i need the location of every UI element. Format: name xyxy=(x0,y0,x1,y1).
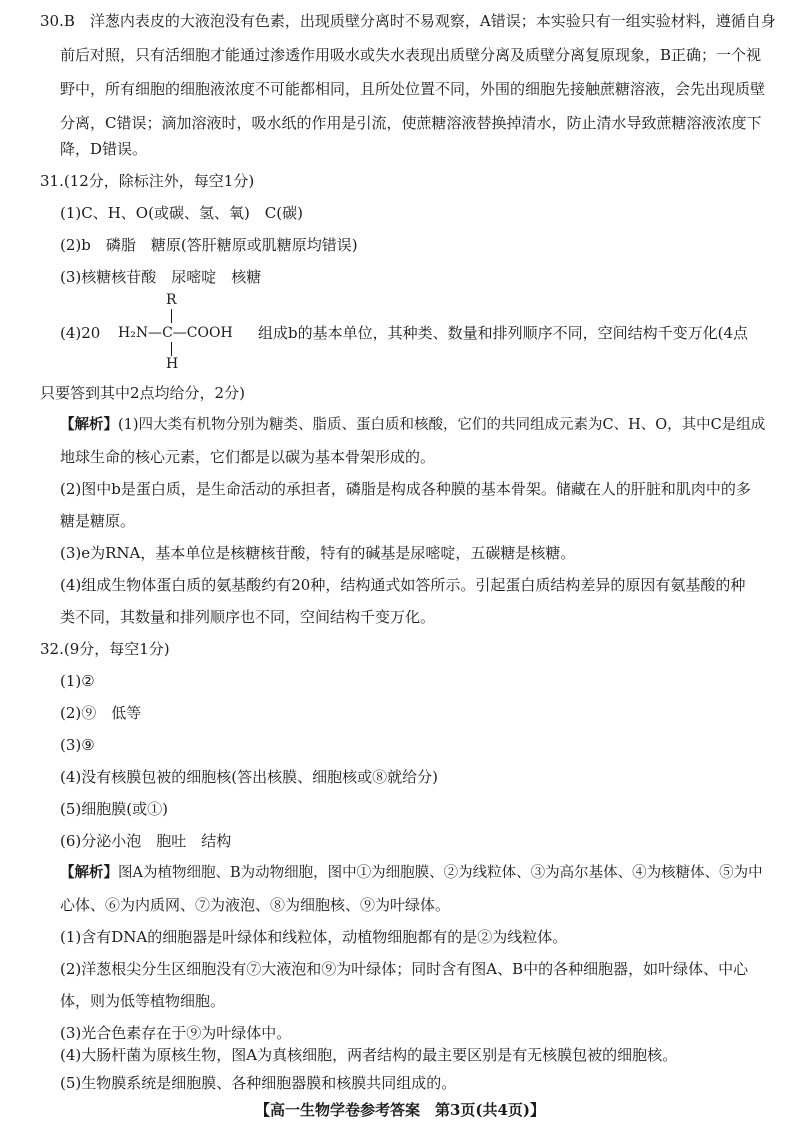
q30-line-1: 30.B 洋葱内表皮的大液泡没有色素，出现质壁分离时不易观察，A错误；本实验只有一组实验材料，遵循自身 xyxy=(40,12,776,30)
q30-line-3: 野中，所有细胞的细胞液浓度不可能都相同，且所处位置不同，外围的细胞先接触蔗糖溶液，会先出现质壁 xyxy=(60,80,766,98)
formula-h-atom: H xyxy=(166,356,179,372)
q31-analysis-line-6: (4)组成生物体蛋白质的氨基酸约有20种，结构通式如答所示。引起蛋白质结构差异的原因有氨基酸的种 xyxy=(60,576,746,594)
q32-answer-1: (1)② xyxy=(60,672,95,690)
q32-answer-4: (4)没有核膜包被的细胞核(答出核膜、细胞核或⑧就给分) xyxy=(60,768,438,786)
q31-answer-4-continued: 只要答到其中2点均给分，2分) xyxy=(40,384,245,402)
formula-bottom-bond xyxy=(171,342,172,356)
q31-analysis-line-2: 地球生命的核心元素，它们都是以碳为基本骨架形成的。 xyxy=(60,448,436,466)
q31-analysis-line-1 xyxy=(60,410,765,440)
q32-analysis-line-7: (4)大肠杆菌为原核生物，图A为真核细胞，两者结构的最主要区别是有无核膜包被的细胞核。 xyxy=(60,1046,678,1064)
q32-analysis-line-5: 体，则为低等植物细胞。 xyxy=(60,992,226,1010)
q32-analysis-text-1: 图A为植物细胞、B为动物细胞，图中①为细胞膜、②为线粒体、③为高尔基体、④为核糖体、⑤为中 xyxy=(118,865,763,881)
formula-top-bond xyxy=(171,309,172,323)
q32-answer-6: (6)分泌小泡 胞吐 结构 xyxy=(60,832,232,850)
q32-analysis-tag: 【解析】 xyxy=(60,864,118,881)
q31-answer-1: (1)C、H、O(或碳、氢、氧) C(碳) xyxy=(60,204,303,222)
q30-line-5: 降，D错误。 xyxy=(60,140,148,158)
q31-analysis-line-4: 糖是糖原。 xyxy=(60,512,136,530)
formula-backbone: H₂N—C—COOH xyxy=(118,325,233,341)
q32-analysis-line-4: (2)洋葱根尖分生区细胞没有⑦大液泡和⑨为叶绿体；同时含有图A、B中的各种细胞器，如叶绿体、中心 xyxy=(60,960,749,978)
q31-answer-4-prefix: (4)20 xyxy=(60,324,101,342)
q32-analysis-line-3: (1)含有DNA的细胞器是叶绿体和线粒体，动植物细胞都有的是②为线粒体。 xyxy=(60,928,568,946)
q32-answer-3: (3)⑨ xyxy=(60,736,95,754)
q30-line-4: 分离，C错误；滴加溶液时，吸水纸的作用是引流，使蔗糖溶液替换掉清水，防止清水导致蔗糖溶液浓度下 xyxy=(60,114,762,132)
q32-analysis-line-2: 心体、⑥为内质网、⑦为液泡、⑧为细胞核、⑨为叶绿体。 xyxy=(60,896,451,914)
q31-answer-4-text: 组成b的基本单位，其种类、数量和排列顺序不同，空间结构千变万化(4点 xyxy=(258,324,749,342)
q32-header: 32.(9分，每空1分) xyxy=(40,640,170,658)
q32-analysis-line-1 xyxy=(60,858,763,888)
q31-analysis-line-3: (2)图中b是蛋白质，是生命活动的承担者，磷脂是构成各种膜的基本骨架。储藏在人的肝脏和肌肉中的多 xyxy=(60,480,751,498)
q32-analysis-line-6: (3)光合色素存在于⑨为叶绿体中。 xyxy=(60,1024,292,1042)
q31-answer-3: (3)核糖核苷酸 尿嘧啶 核糖 xyxy=(60,268,262,286)
q31-header: 31.(12分，除标注外，每空1分) xyxy=(40,172,255,190)
formula-r-group: R xyxy=(166,292,177,308)
q31-analysis-text-1: (1)四大类有机物分别为糖类、脂质、蛋白质和核酸，它们的共同组成元素为C、H、O，其中C是组成 xyxy=(118,417,766,433)
q32-analysis-line-8: (5)生物膜系统是细胞膜、各种细胞器膜和核膜共同组成的。 xyxy=(60,1074,457,1092)
q31-analysis-tag: 【解析】 xyxy=(60,416,118,433)
q30-line-2: 前后对照，只有活细胞才能通过渗透作用吸水或失水表现出质壁分离及质壁分离复原现象，B正确；一个视 xyxy=(60,46,762,64)
page-footer: 【高一生物学卷参考答案 第3页(共4页)】 xyxy=(254,1101,546,1119)
amino-acid-structural-formula xyxy=(118,292,258,372)
q32-answer-5: (5)细胞膜(或①) xyxy=(60,800,168,818)
q31-analysis-line-5: (3)e为RNA，基本单位是核糖核苷酸，特有的碱基是尿嘧啶，五碳糖是核糖。 xyxy=(60,544,576,562)
q31-analysis-line-7: 类不同，其数量和排列顺序也不同，空间结构千变万化。 xyxy=(60,608,436,626)
q32-answer-2: (2)⑨ 低等 xyxy=(60,704,142,722)
q31-answer-2: (2)b 磷脂 糖原(答肝糖原或肌糖原均错误) xyxy=(60,236,358,254)
